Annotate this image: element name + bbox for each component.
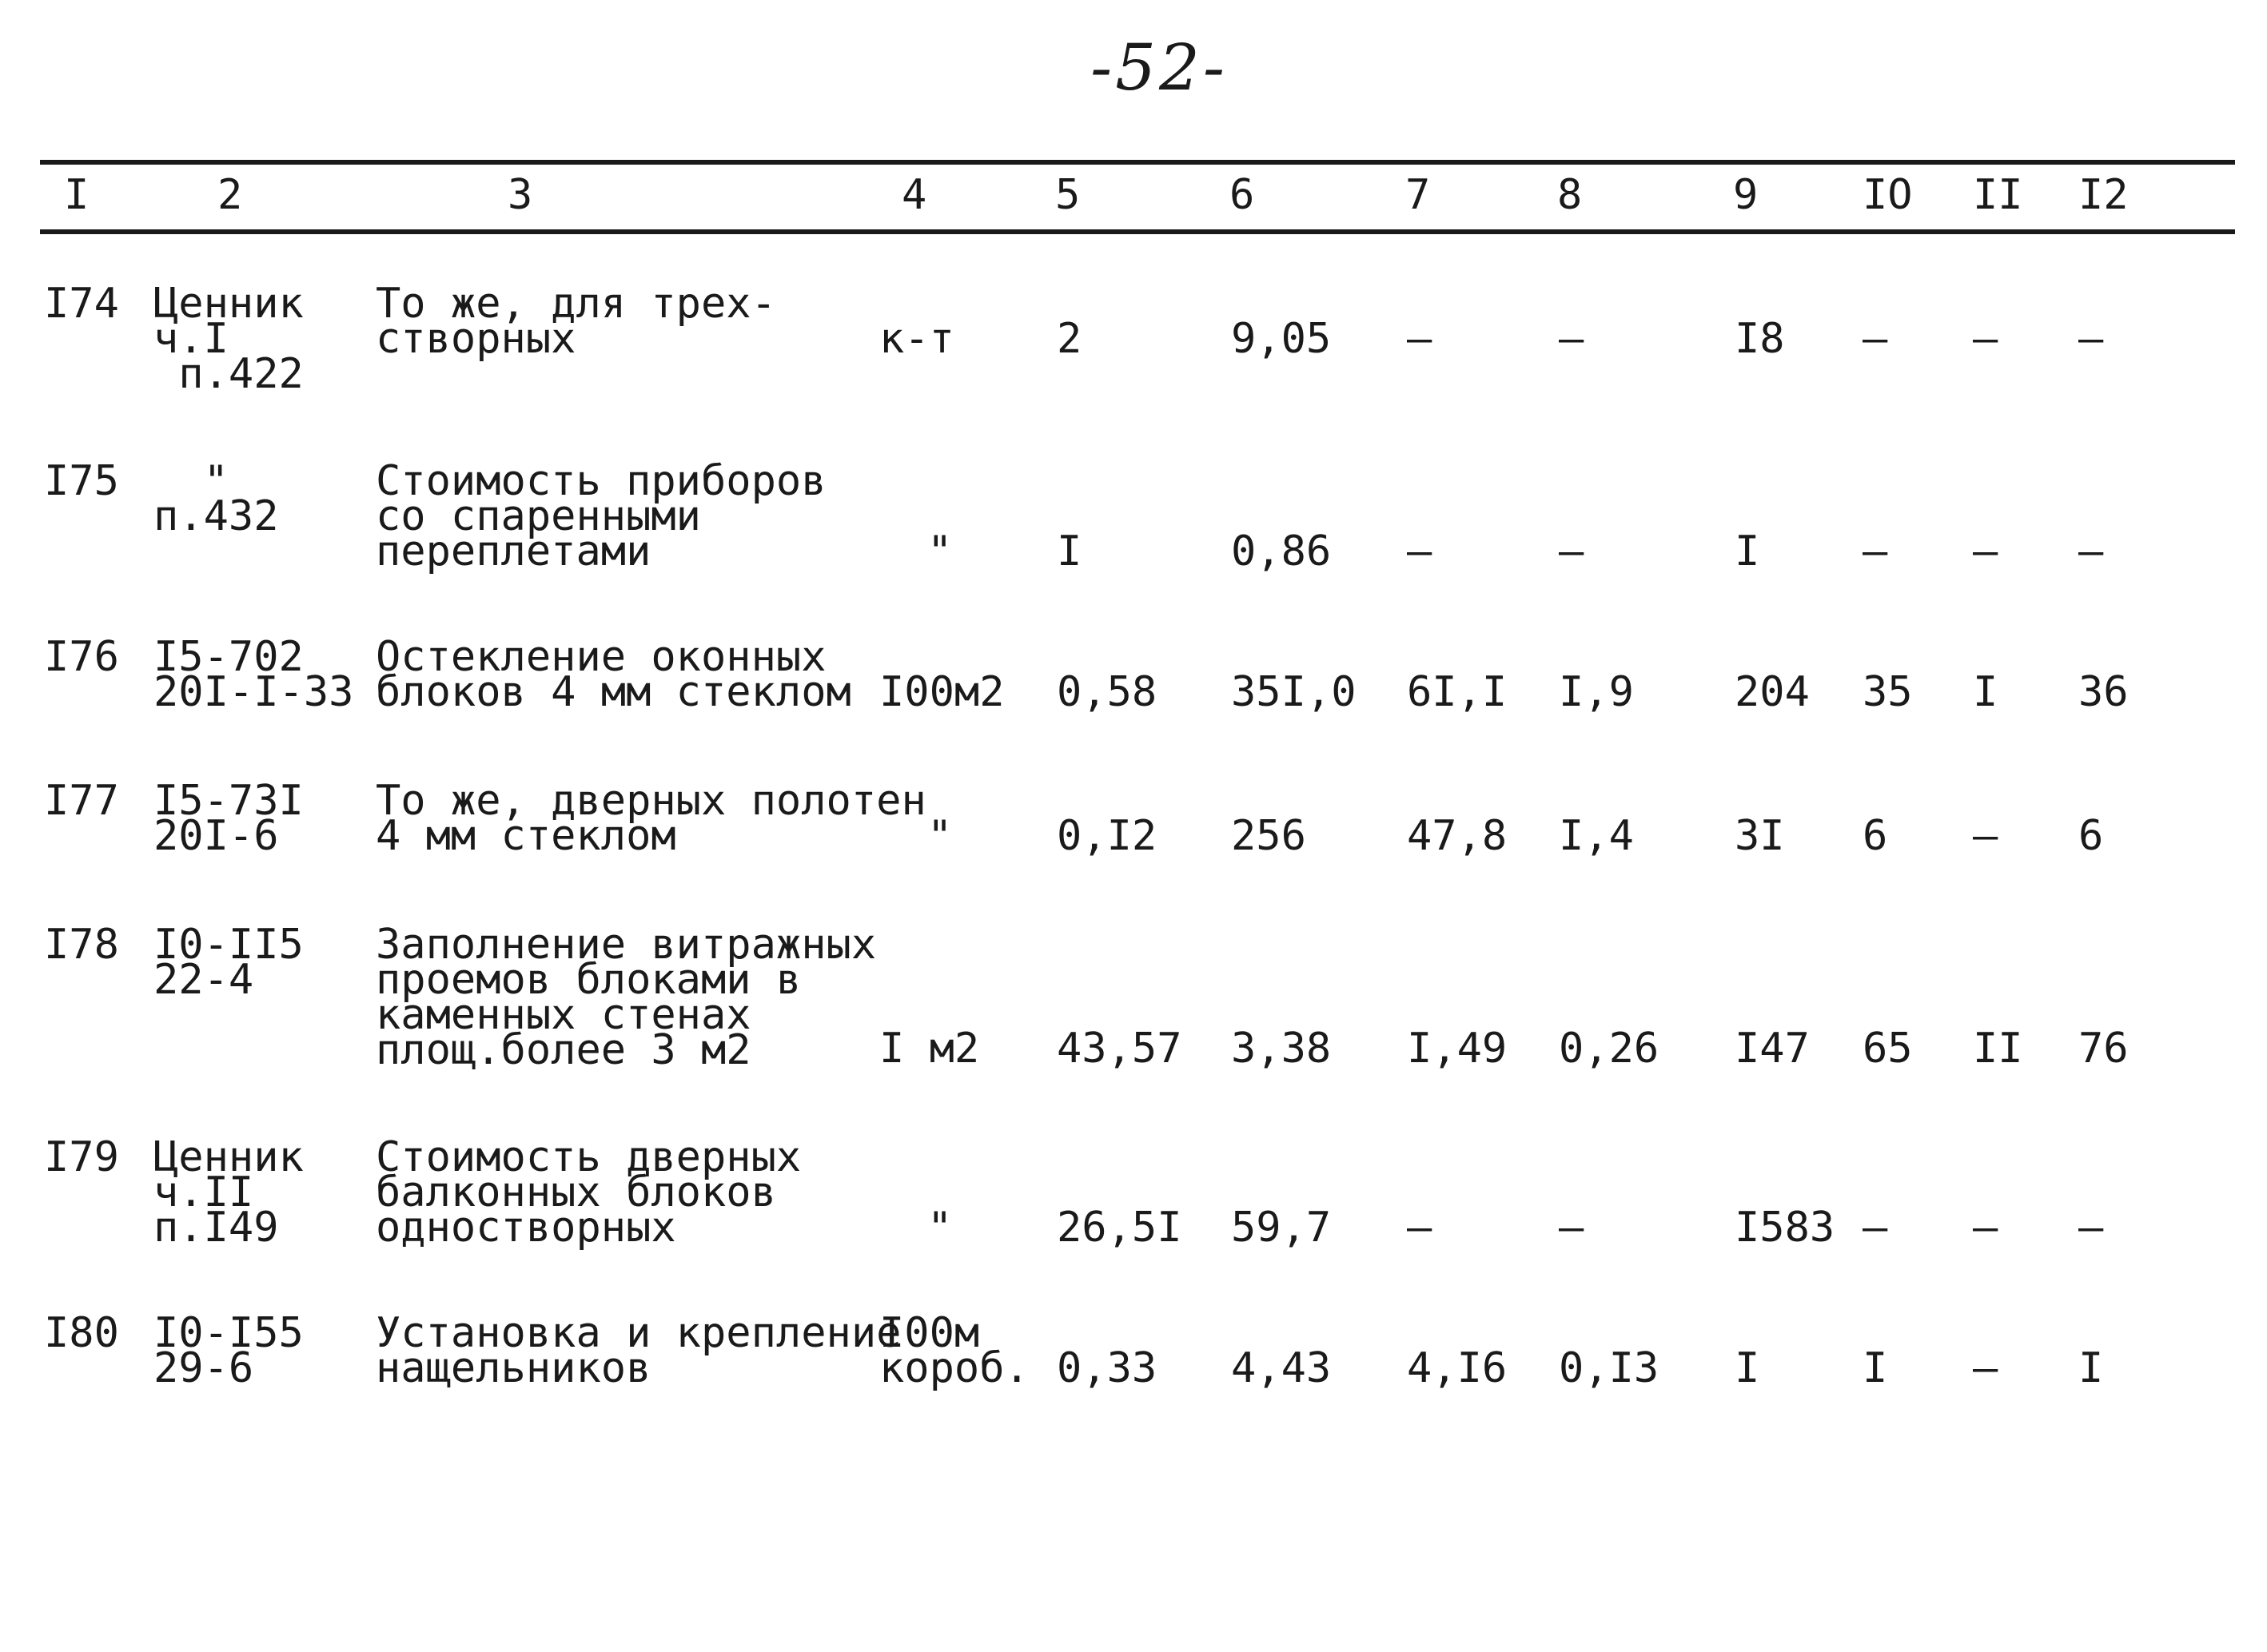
row-col-12: 76 [2078, 1025, 2129, 1073]
row-reference: Ценник ч.II п.I49 [153, 1133, 304, 1252]
header-col-6: 6 [1229, 171, 1255, 219]
row-reference: Ценник ч.I п.422 [153, 280, 304, 398]
row-description: То же, дверных полотен 4 мм стеклом [376, 777, 926, 860]
header-col-3: 3 [508, 171, 533, 219]
row-col-11: – [1973, 812, 1998, 860]
row-reference: I5-702 20I-I-33 [153, 633, 354, 716]
row-unit: к-т [879, 315, 954, 363]
row-col-5: 0,58 [1057, 668, 1157, 716]
row-col-9: 204 [1735, 668, 1810, 716]
row-number: I79 [44, 1133, 119, 1181]
row-col-11: – [1973, 315, 1998, 363]
row-col-12: – [2078, 527, 2104, 575]
table-top-rule [40, 160, 2235, 165]
row-col-10: I [1863, 1344, 1888, 1392]
row-col-6: 3,38 [1231, 1025, 1332, 1073]
header-col-7: 7 [1405, 171, 1431, 219]
row-col-7: I,49 [1407, 1025, 1508, 1073]
row-col-5: 0,33 [1057, 1344, 1157, 1392]
header-col-9: 9 [1733, 171, 1759, 219]
row-col-5: 0,I2 [1057, 812, 1157, 860]
row-col-7: 4,I6 [1407, 1344, 1508, 1392]
row-col-8: – [1559, 315, 1584, 363]
header-col-2: 2 [217, 171, 243, 219]
row-col-10: 35 [1863, 668, 1913, 716]
header-col-4: 4 [902, 171, 927, 219]
row-col-9: I [1735, 527, 1760, 575]
row-number: I74 [44, 280, 119, 328]
header-col-8: 8 [1557, 171, 1583, 219]
row-col-5: 2 [1057, 315, 1082, 363]
row-col-8: 0,I3 [1559, 1344, 1659, 1392]
row-description: Стоимость дверных балконных блоков одностворных [376, 1133, 802, 1252]
row-col-9: I8 [1735, 315, 1785, 363]
row-number: I75 [44, 457, 119, 505]
row-col-7: – [1407, 527, 1432, 575]
row-col-7: 6I,I [1407, 668, 1508, 716]
row-unit: I00м2 [879, 668, 1005, 716]
row-col-6: 35I,0 [1231, 668, 1357, 716]
row-col-8: I,4 [1559, 812, 1634, 860]
header-col-12: I2 [2078, 171, 2129, 219]
header-col-10: IO [1863, 171, 1913, 219]
table-header-rule [40, 229, 2235, 234]
row-col-10: 6 [1863, 812, 1888, 860]
page-number: -52- [1090, 30, 1228, 105]
row-col-8: I,9 [1559, 668, 1634, 716]
row-col-8: – [1559, 1204, 1584, 1252]
row-col-11: – [1973, 1344, 1998, 1392]
row-col-7: – [1407, 315, 1432, 363]
row-col-6: 4,43 [1231, 1344, 1332, 1392]
row-description: То же, для трех- створных [376, 280, 776, 363]
row-col-8: – [1559, 527, 1584, 575]
row-reference: I0-II5 22-4 [153, 921, 304, 1004]
header-col-11: II [1973, 171, 2023, 219]
row-col-11: – [1973, 1204, 1998, 1252]
row-unit: I00м короб. [879, 1309, 1030, 1392]
row-col-7: – [1407, 1204, 1432, 1252]
header-col-1: I [64, 171, 90, 219]
row-col-10: – [1863, 527, 1888, 575]
row-unit: " [927, 1204, 953, 1252]
row-number: I80 [44, 1309, 119, 1357]
row-number: I78 [44, 921, 119, 969]
row-col-12: – [2078, 1204, 2104, 1252]
row-col-10: 65 [1863, 1025, 1913, 1073]
row-col-6: 256 [1231, 812, 1306, 860]
row-unit: I м2 [879, 1025, 980, 1073]
row-col-12: 6 [2078, 812, 2104, 860]
row-description: Стоимость приборов со спаренными переплетами [376, 457, 827, 575]
row-col-5: 26,5I [1057, 1204, 1182, 1252]
row-description: Установка и крепление нащельников [376, 1309, 902, 1392]
row-col-5: I [1057, 527, 1082, 575]
row-reference: I0-I55 29-6 [153, 1309, 304, 1392]
row-col-9: I583 [1735, 1204, 1835, 1252]
row-col-7: 47,8 [1407, 812, 1508, 860]
row-col-9: I [1735, 1344, 1760, 1392]
row-col-9: 3I [1735, 812, 1785, 860]
row-col-9: I47 [1735, 1025, 1810, 1073]
row-reference: " п.432 [153, 457, 279, 540]
row-col-11: II [1973, 1025, 2023, 1073]
header-col-5: 5 [1055, 171, 1081, 219]
row-col-12: 36 [2078, 668, 2129, 716]
row-col-6: 59,7 [1231, 1204, 1332, 1252]
row-col-10: – [1863, 1204, 1888, 1252]
row-col-6: 9,05 [1231, 315, 1332, 363]
row-unit: " [927, 812, 953, 860]
row-number: I77 [44, 777, 119, 825]
row-reference: I5-73I 20I-6 [153, 777, 304, 860]
row-description: Остекление оконных блоков 4 мм стеклом [376, 633, 851, 716]
row-col-12: I [2078, 1344, 2104, 1392]
row-col-12: – [2078, 315, 2104, 363]
row-col-6: 0,86 [1231, 527, 1332, 575]
row-number: I76 [44, 633, 119, 681]
row-col-10: – [1863, 315, 1888, 363]
row-unit: " [927, 527, 953, 575]
row-col-11: I [1973, 668, 1998, 716]
row-description: Заполнение витражных проемов блоками в каменных стенах площ.более 3 м2 [376, 921, 877, 1074]
row-col-8: 0,26 [1559, 1025, 1659, 1073]
row-col-11: – [1973, 527, 1998, 575]
row-col-5: 43,57 [1057, 1025, 1182, 1073]
